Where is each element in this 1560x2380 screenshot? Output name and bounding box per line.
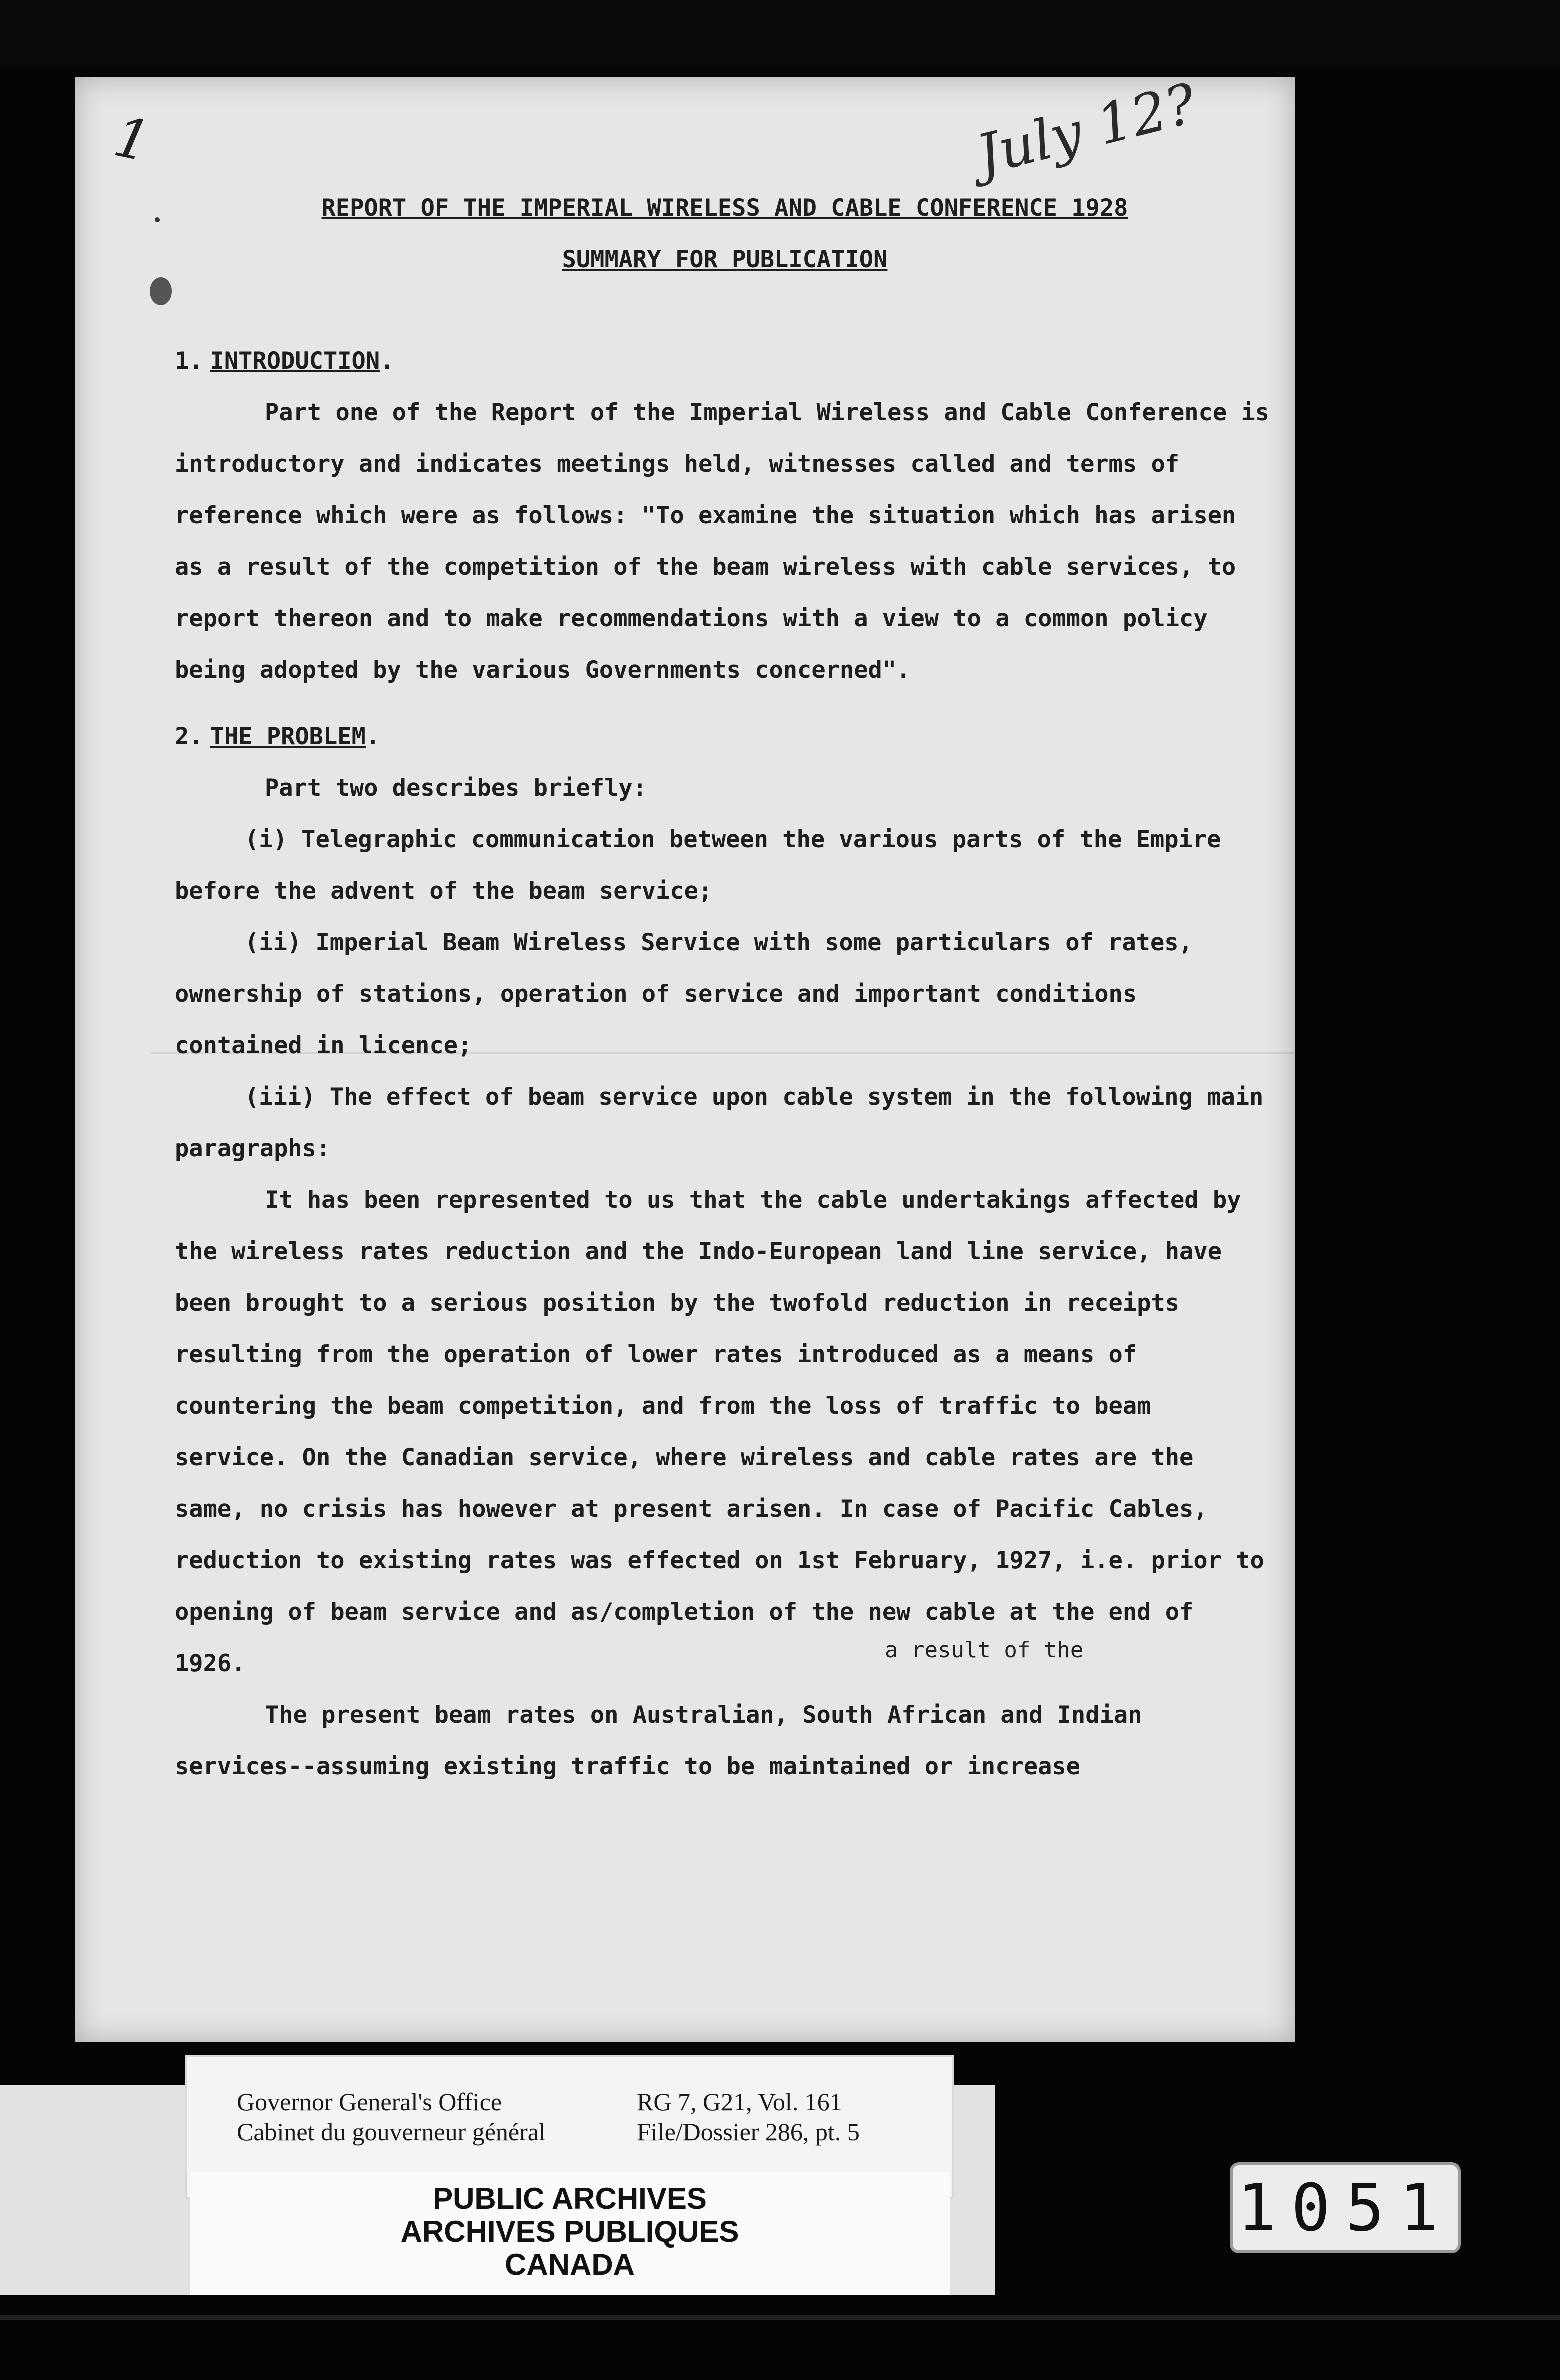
archives-stamp — [190, 2172, 950, 2295]
section-number: 1. — [175, 348, 204, 375]
list-item: (ii) Imperial Beam Wireless Service with some particulars of rates, ownership of stations, operation of service and important conditions contained in licence; — [175, 929, 1193, 1060]
archives-line-2: ARCHIVES PUBLIQUES — [400, 2215, 740, 2248]
file-number: File/Dossier 286, pt. 5 — [637, 2118, 860, 2146]
document-subtitle: SUMMARY FOR PUBLICATION — [562, 246, 888, 274]
ink-dot — [155, 218, 160, 222]
reference-numbers — [637, 2087, 860, 2147]
frame-counter — [1230, 2162, 1461, 2254]
interlinear-insert: a result of the — [885, 1638, 1084, 1663]
office-french: Cabinet du gouverneur général — [237, 2118, 546, 2146]
problem-paragraph-2: The present beam rates on Australian, South African and Indian services--assuming existing traffic to be maintained or increase — [175, 1702, 1142, 1780]
document-title: REPORT OF THE IMPERIAL WIRELESS AND CABLE CONFERENCE 1928 — [322, 194, 1128, 222]
handwritten-date: July 12? — [970, 71, 1203, 188]
heading-period: . — [380, 348, 394, 375]
record-group: RG 7, G21, Vol. 161 — [637, 2088, 842, 2116]
problem-paragraph-1: It has been represented to us that the cable undertakings affected by the wireless rates reduction and the Indo-European land line service, have been brought to a serious position by the twofold reduction in receipts resulting from the operation of lower rates introduced as a means of countering the beam competition, and from the loss of traffic to beam service. On the Canadian service, where wireless and cable rates are the same, no crisis has however at present arisen. In case of Pacific Cables, reduction to existing rates was effected on 1st February, 1927, i.e. prior to opening of beam service and as/completion of the new cable at the end of 1926. — [175, 1186, 1264, 1678]
document-page — [75, 71, 1295, 2042]
list-item: (i) Telegraphic communication between the various parts of the Empire before the advent of the beam service; — [175, 826, 1222, 905]
section-number: 2. — [175, 723, 204, 750]
section-title: THE PROBLEM — [210, 723, 366, 750]
section-2-heading — [175, 711, 1275, 762]
section-1-heading — [175, 336, 1275, 387]
introduction-paragraph: Part one of the Report of the Imperial Wireless and Cable Conference is introductory and indicates meetings held, witnesses called and terms of reference which were as follows: "To examine the situation which has arisen as a result of the competition of the beam wireless with cable services, to report thereon and to make recommendations with a view to a common policy being adopted by the various Governments concerned". — [175, 399, 1270, 684]
office-names — [237, 2087, 546, 2147]
archives-line-3: CANADA — [505, 2248, 635, 2282]
typed-text — [175, 182, 1275, 1792]
page-crease — [150, 1052, 1370, 1054]
punch-hole — [150, 278, 172, 306]
film-edge — [0, 2315, 1560, 2320]
archives-name — [190, 2182, 950, 2282]
page-number: 1 — [108, 104, 156, 174]
archives-line-1: PUBLIC ARCHIVES — [433, 2182, 707, 2216]
frame-number: 1051 — [1237, 2170, 1454, 2246]
problem-lead: Part two describes briefly: — [265, 774, 648, 802]
list-item: (iii) The effect of beam service upon cable system in the following main paragraphs: — [175, 1084, 1264, 1162]
office-english: Governor General's Office — [237, 2088, 502, 2116]
film-border — [0, 0, 1560, 65]
section-title: INTRODUCTION — [210, 348, 380, 375]
heading-period: . — [366, 723, 380, 750]
